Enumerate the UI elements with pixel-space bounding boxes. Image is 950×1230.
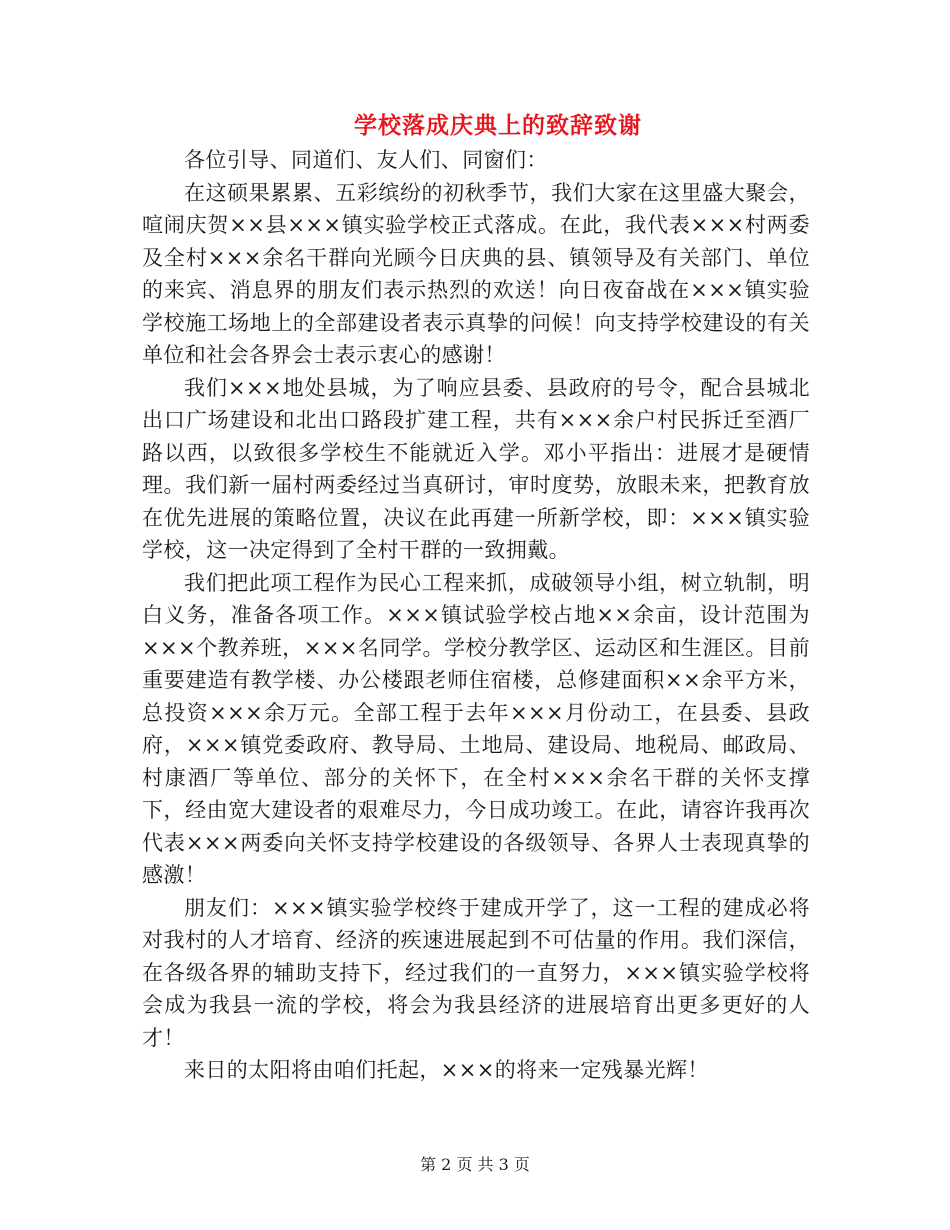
paragraph-4: 朋友们：×××镇实验学校终于建成开学了，这一工程的建成必将对我村的人才培育、经济的疾速进展起到不可估量的作用。我们深信，在各级各界的辅助支持下，经过我们的一直努力，×××镇实验学校将会成为我县一流的学校，将会为我县经济的进展培育出更多更好的人才！ — [142, 895, 810, 1050]
document-title: 学校落成庆典上的致辞致谢 — [354, 112, 642, 139]
document-body — [142, 144, 810, 1087]
paragraph-salutation: 各位引导、同道们、友人们、同窗们： — [184, 148, 548, 172]
paragraph-3: 我们把此项工程作为民心工程来抓，成破领导小组，树立轨制，明白义务，准备各项工作。×××镇试验学校占地××余亩，设计范围为×××个教养班，×××名同学。学校分教学区、运动区和生涯区。目前重要建造有教学楼、办公楼跟老师住宿楼，总修建面积××余平方米，总投资×××余万元。全部工程于去年×××月份动工，在县委、县政府，×××镇党委政府、教导局、土地局、建设局、地税局、邮政局、村康酒厂等单位、部分的关怀下，在全村×××余名干群的关怀支撑下，经由宽大建设者的艰难尽力，今日成功竣工。在此，请容许我再次代表×××两委向关怀支持学校建设的各级领导、各界人士表现真挚的感激！ — [142, 570, 810, 887]
paragraph-2: 我们×××地处县城，为了响应县委、县政府的号令，配合县城北出口广场建设和北出口路段扩建工程，共有×××余户村民拆迁至酒厂路以西，以致很多学校生不能就近入学。邓小平指出：进展才是硬情理。我们新一届村两委经过当真研讨，审时度势，放眼未来，把教育放在优先进展的策略位置，决议在此再建一所新学校，即：×××镇实验学校，这一决定得到了全村干群的一致拥戴。 — [142, 375, 810, 562]
page-footer: 第 2 页 共 3 页 — [420, 1155, 530, 1174]
paragraph-5: 来日的太阳将由咱们托起，×××的将来一定残暴光辉！ — [184, 1058, 709, 1082]
paragraph-1: 在这硕果累累、五彩缤纷的初秋季节，我们大家在这里盛大聚会，喧闹庆贺××县×××镇实验学校正式落成。在此，我代表×××村两委及全村×××余名干群向光顾今日庆典的县、镇领导及有关部门、单位的来宾、消息界的朋友们表示热烈的欢送！向日夜奋战在×××镇实验学校施工场地上的全部建设者表示真挚的问候！向支持学校建设的有关单位和社会各界会士表示衷心的感谢！ — [142, 180, 810, 367]
